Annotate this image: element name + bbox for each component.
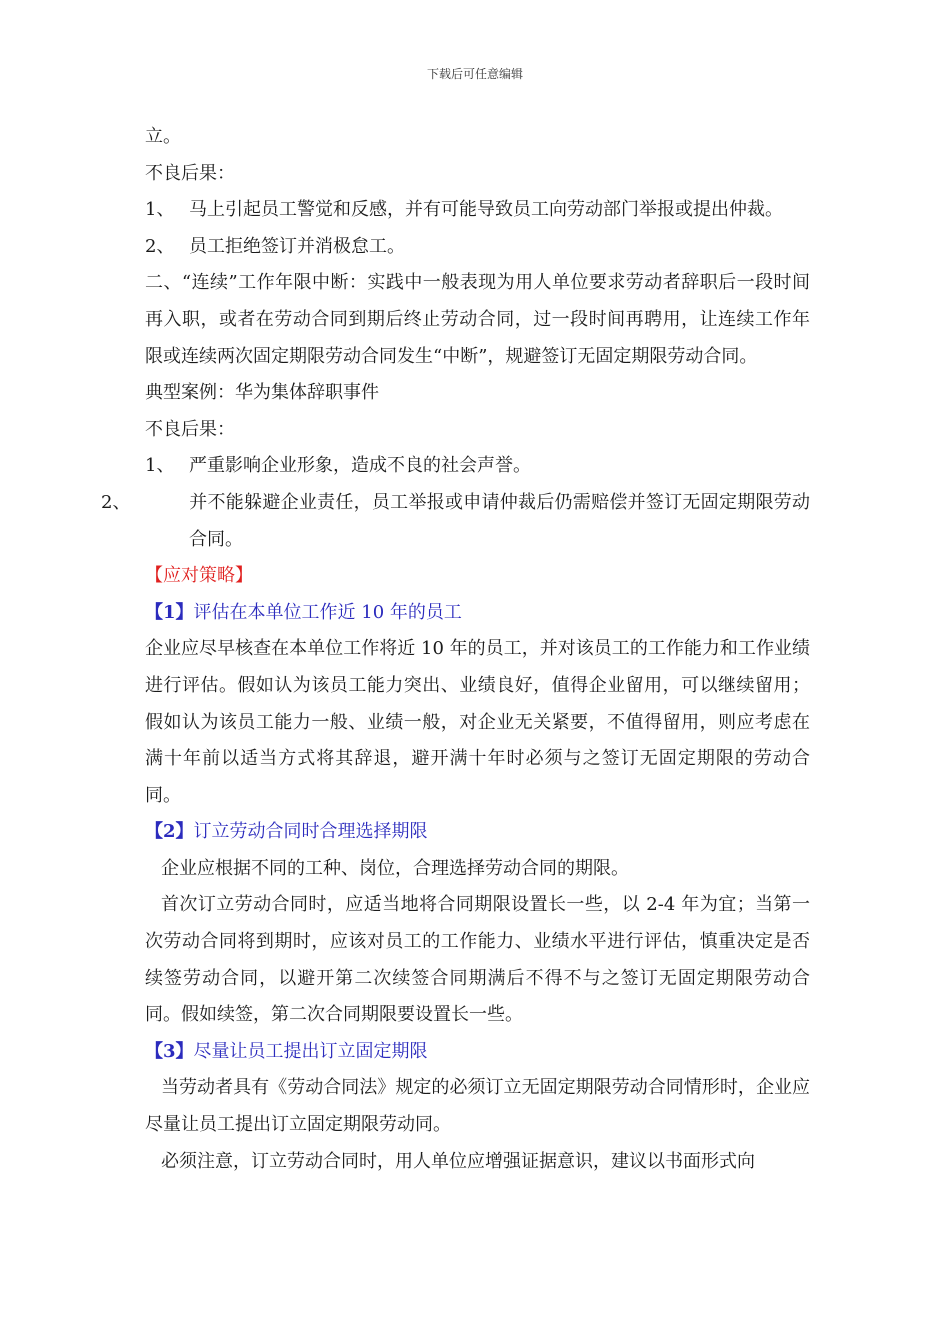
strategy-3-heading [145, 1034, 810, 1071]
list-text: 严重影响企业形象，造成不良的社会声誉。 [189, 455, 531, 477]
strategy-2-paragraph: 首次订立劳动合同时，应适当地将合同期限设置长一些，以 2-4 年为宜；当第一次劳动合同将到期时，应该对员工的工作能力、业绩水平进行评估，慎重决定是否续签劳动合同，以避开第二次续签合同期满后不得不与之签订无固定期限劳动合同。假如续签，第二次合同期限要设置长一些。 [145, 894, 810, 1026]
list-number: 1、 [145, 455, 175, 477]
section-two-paragraph: 二、“连续”工作年限中断：实践中一般表现为用人单位要求劳动者辞职后一段时间再入职，或者在劳动合同到期后终止劳动合同，过一段时间再聘用，让连续工作年限或连续两次固定期限劳动合同发生“中断”，规避签订无固定期限劳动合同。 [145, 272, 810, 367]
list-item [145, 229, 810, 266]
strategy-2-title: 订立劳动合同时合理选择期限 [193, 821, 428, 843]
strategy-3-title: 尽量让员工提出订立固定期限 [193, 1040, 428, 1062]
list-text: 员工拒绝签订并消极怠工。 [189, 235, 405, 257]
typical-case: 典型案例：华为集体辞职事件 [145, 382, 379, 404]
strategy-1-heading [145, 595, 810, 632]
list-item [145, 448, 810, 485]
list-item [145, 192, 810, 229]
strategy-heading: 【应对策略】 [145, 565, 253, 587]
strategy-2-heading [145, 814, 810, 851]
list-number: 2、 [101, 491, 131, 513]
bad-consequences-label: 不良后果： [145, 418, 235, 440]
list-text: 并不能躲避企业责任，员工举报或申请仲裁后仍需赔偿并签订无固定期限劳动合同。 [189, 491, 810, 550]
strategy-3-paragraph: 必须注意，订立劳动合同时，用人单位应增强证据意识，建议以书面形式向 [161, 1150, 755, 1172]
bad-consequences-label: 不良后果： [145, 162, 235, 184]
document-body [101, 119, 810, 1180]
strategy-3-paragraph: 当劳动者具有《劳动合同法》规定的必须订立无固定期限劳动合同情形时，企业应尽量让员工提出订立固定期限劳动同。 [145, 1077, 810, 1136]
list-number: 1、 [145, 199, 175, 221]
list-item [101, 485, 810, 558]
list-number: 2、 [145, 235, 175, 257]
page-header: 下载后可任意编辑 [426, 67, 523, 81]
strategy-2-tag: 【2】 [145, 821, 194, 843]
list-text: 马上引起员工警觉和反感，并有可能导致员工向劳动部门举报或提出仲裁。 [189, 199, 783, 221]
strategy-3-tag: 【3】 [145, 1040, 194, 1062]
strategy-1-tag: 【1】 [145, 601, 194, 623]
strategy-2-paragraph: 企业应根据不同的工种、岗位，合理选择劳动合同的期限。 [161, 857, 629, 879]
paragraph-line: 立。 [145, 126, 181, 147]
strategy-1-body: 企业应尽早核查在本单位工作将近 10 年的员工，并对该员工的工作能力和工作业绩进行评估。假如认为该员工能力突出、业绩良好，值得企业留用，可以继续留用；假如认为该员工能力一般、业绩一般，对企业无关紧要，不值得留用，则应考虑在满十年前以适当方式将其辞退，避开满十年时必须与之签订无固定期限的劳动合同。 [145, 638, 810, 806]
strategy-1-title: 评估在本单位工作近 10 年的员工 [193, 601, 462, 623]
